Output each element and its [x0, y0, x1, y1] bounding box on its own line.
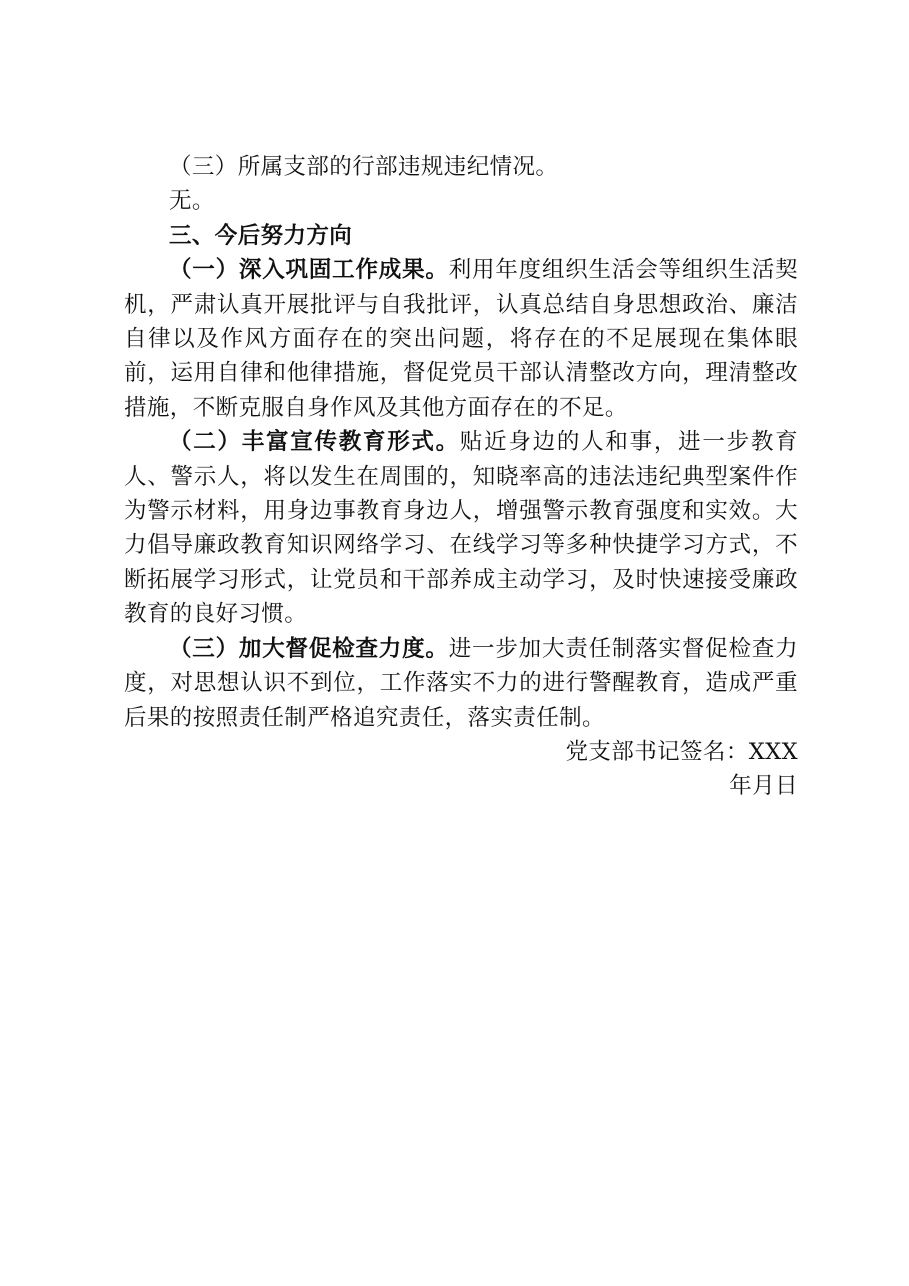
paragraph-consolidate-results — [124, 253, 798, 425]
paragraph-lead: （二）丰富宣传教育形式。 — [169, 429, 460, 456]
paragraph-lead: （一）深入巩固工作成果。 — [169, 257, 449, 284]
paragraph-text: 贴近身边的人和事，进一步教育人、警示人，将以发生在周围的，知晓率高的违法违纪典型案件作为警示材料，用身边事教育身边人，增强警示教育强度和实效。大力倡导廉政教育知识网络学习、在线学习等多种快捷学习方式，不断拓展学习形式，让党员和干部养成主动学习，及时快速接受廉政教育的良好习惯。 — [124, 429, 798, 628]
paragraph-text: 进一步加大责任制落实督促检查力度，对思想认识不到位，工作落实不力的进行警醒教育，造成严重后果的按照责任制严格追究责任，落实责任制。 — [124, 635, 798, 731]
paragraph-enrich-education — [124, 425, 798, 631]
document-body — [124, 150, 798, 804]
section-heading-future-direction: 三、今后努力方向 — [169, 222, 353, 249]
paragraph-text: 利用年度组织生活会等组织生活契机，严肃认真开展批评与自我批评，认真总结自身思想政治、廉洁自律以及作风方面存在的突出问题，将存在的不足展现在集体眼前，运用自律和他律措施，督促党员干部认清整改方向，理清整改措施，不断克服自身作风及其他方面存在的不足。 — [124, 257, 798, 421]
signature-date: 年月日 — [729, 773, 798, 800]
subsection-body-none: 无。 — [169, 188, 215, 215]
subsection-heading-violations: （三）所属支部的行部违规违纪情况。 — [169, 154, 559, 180]
signature-line: 党支部书记签名：XXX — [565, 738, 798, 765]
paragraph-supervision — [124, 632, 798, 735]
paragraph-lead: （三）加大督促检查力度。 — [169, 635, 449, 662]
